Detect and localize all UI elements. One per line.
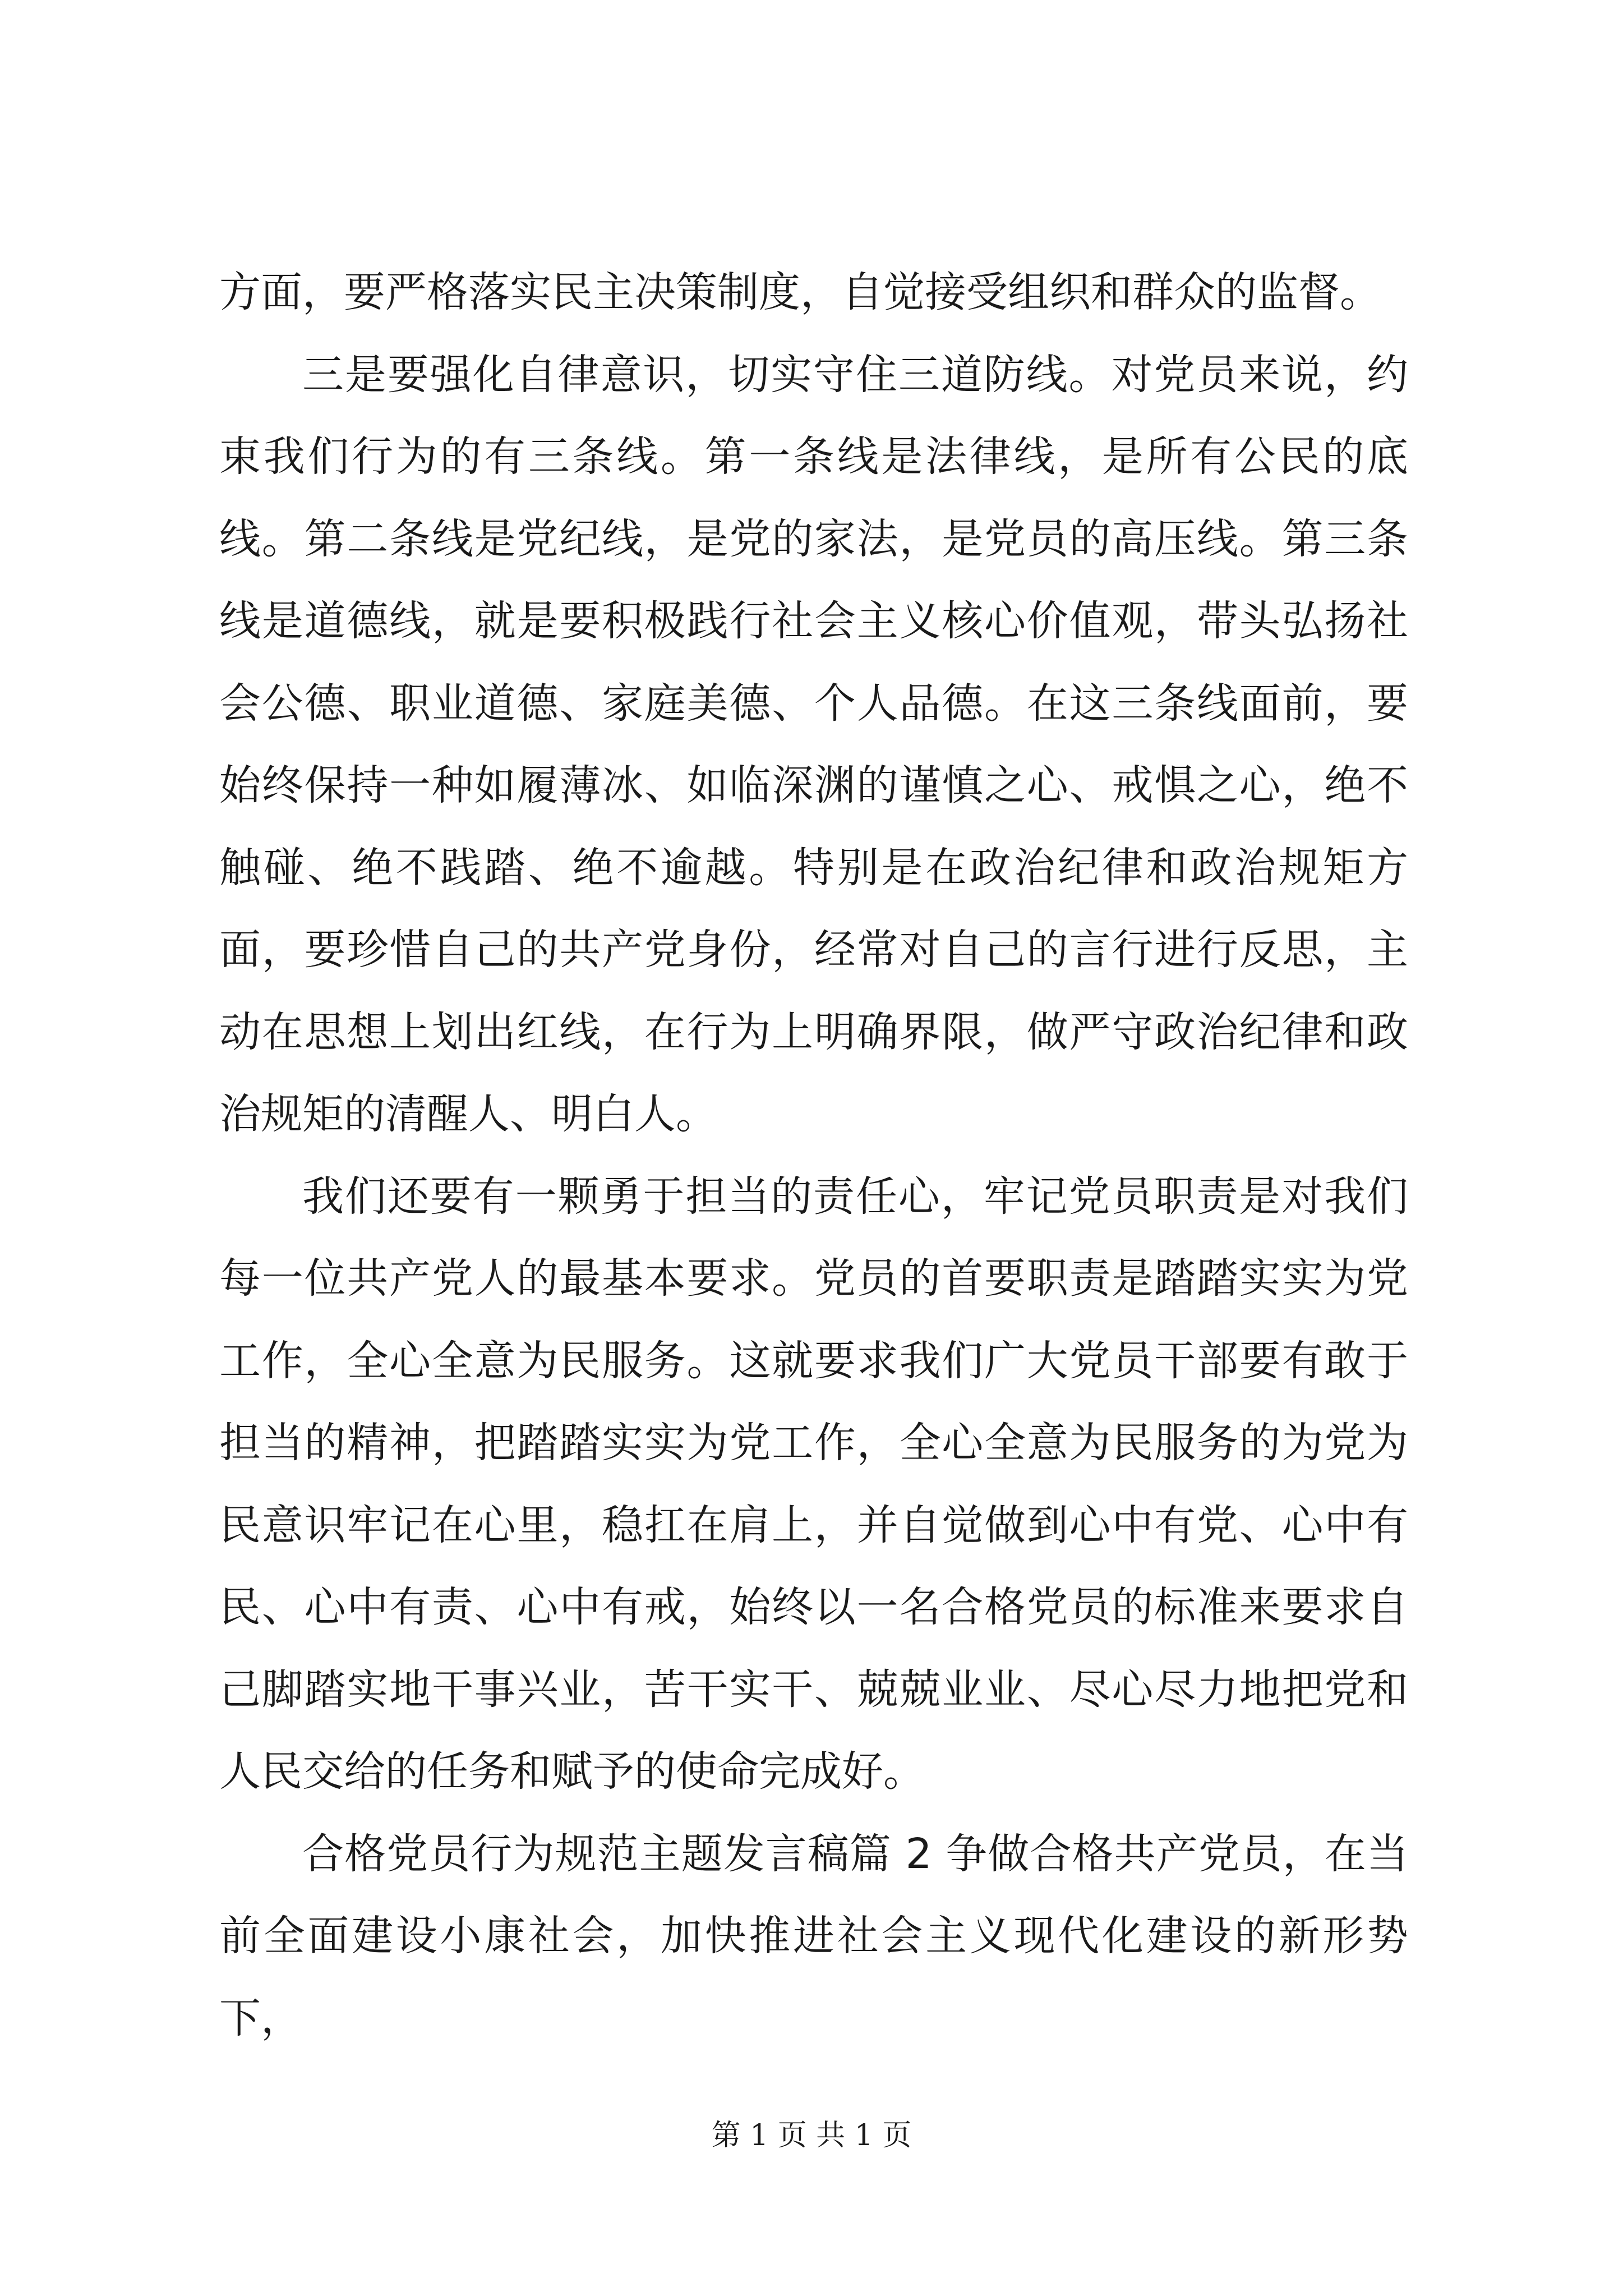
paragraph-4: 合格党员行为规范主题发言稿篇 2 争做合格共产党员，在当前全面建设小康社会，加快推进社会主义现代化建设的新形势下， <box>219 1829 1408 2042</box>
document-body <box>219 251 1408 2059</box>
paragraph-1: 方面，要严格落实民主决策制度，自觉接受组织和群众的监督。 <box>219 268 1381 316</box>
paragraph-3: 我们还要有一颗勇于担当的责任心，牢记党员职责是对我们每一位共产党人的最基本要求。党员的首要职责是踏踏实实为党工作，全心全意为民服务。这就要求我们广大党员干部要有敢于担当的精神，把踏踏实实为党工作，全心全意为民服务的为党为民意识牢记在心里，稳扛在肩上，并自觉做到心中有党、心中有民、心中有责、心中有戒，始终以一名合格党员的标准来要求自己脚踏实地干事兴业，苦干实干、兢兢业业、尽心尽力地把党和人民交给的任务和赋予的使命完成好。 <box>219 1172 1408 1796</box>
page-number-footer: 第 1 页 共 1 页 <box>711 2119 912 2152</box>
paragraph-2: 三是要强化自律意识，切实守住三道防线。对党员来说，约束我们行为的有三条线。第一条线是法律线，是所有公民的底线。第二条线是党纪线，是党的家法，是党员的高压线。第三条线是道德线，就是要积极践行社会主义核心价值观，带头弘扬社会公德、职业道德、家庭美德、个人品德。在这三条线面前，要始终保持一种如履薄冰、如临深渊的谨慎之心、戒惧之心，绝不触碰、绝不践踏、绝不逾越。特别是在政治纪律和政治规矩方面，要珍惜自己的共产党身份，经常对自己的言行进行反思，主动在思想上划出红线，在行为上明确界限，做严守政治纪律和政治规矩的清醒人、明白人。 <box>219 350 1408 1138</box>
